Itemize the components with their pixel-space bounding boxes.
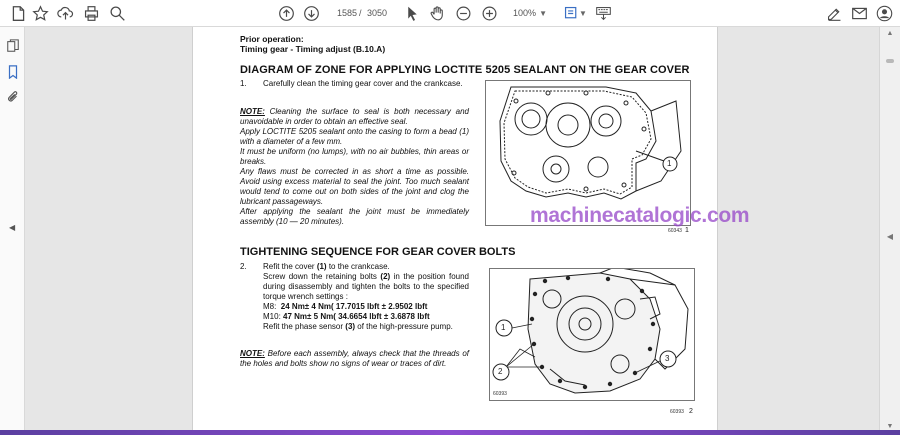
note1-line: Any flaws must be corrected in as short a time as possible. Avoid using excess material to seal the joint. Too much sealant would tend to come out on both sides of the joint and clog the lubricant passageways. (240, 167, 469, 206)
arrow-down-icon[interactable] (300, 3, 322, 24)
note2-label: NOTE: (240, 349, 265, 358)
phase-text-end: of the high-pressure pump. (355, 322, 453, 331)
hand-icon[interactable] (426, 3, 448, 24)
prior-operation-value: Timing gear - Timing adjust (B.10.A) (240, 44, 386, 54)
page-total: 3050 (367, 8, 388, 18)
scrollbar-thumb[interactable] (886, 59, 894, 63)
screw-text-end: in the position found during disassembly and tighten the bolts to the specified torque wrench settings : (263, 272, 469, 301)
left-sidebar (0, 27, 25, 435)
note1-line: After applying the sealant the joint must be immediately assembly (10 — 20 minutes). (240, 207, 469, 226)
figure2-code: 60393 (670, 409, 684, 415)
refit-ref: (1) (316, 262, 327, 271)
refit-text-end: to the crankcase. (326, 262, 390, 271)
screw-ref: (2) (380, 272, 391, 281)
phase-text: Refit the phase sensor (263, 322, 346, 331)
m10-value: 47 Nm± 5 Nm( 34.6654 lbft ± 3.6878 lbft (283, 312, 430, 321)
zoom-in-icon[interactable] (478, 3, 500, 24)
step1-text: Carefully clean the timing gear cover and the crankcase. (263, 79, 463, 88)
note1-line: Apply LOCTITE 5205 sealant onto the casing to form a bead (1) with a diameter of a few mm. (240, 127, 469, 146)
figure2-number: 2 (689, 408, 693, 415)
figure1-code: 60343 (668, 228, 682, 234)
pages-panel-icon[interactable] (3, 36, 22, 55)
account-icon[interactable] (873, 3, 895, 24)
bolt-sequence-diagram (490, 269, 694, 400)
note2-paragraph (240, 349, 469, 369)
arrow-up-icon[interactable] (275, 3, 297, 24)
step2-text (263, 262, 469, 332)
refit-text: Refit the cover (263, 262, 317, 271)
figure1-number: 1 (685, 227, 689, 234)
m10-label: M10: (263, 312, 281, 321)
step1-number: 1. (240, 79, 247, 88)
m8-label: M8: (263, 302, 277, 311)
phase-ref: (3) (345, 322, 356, 331)
callout-2: 2 (498, 367, 503, 376)
note1-paragraph (240, 107, 469, 227)
section2-heading: TIGHTENING SEQUENCE FOR GEAR COVER BOLTS (240, 246, 516, 258)
zoom-out-icon[interactable] (452, 3, 474, 24)
chevron-down-icon: ▼ (539, 8, 547, 18)
fit-chevron-icon[interactable]: ▼ (579, 9, 587, 18)
figure-gear-cover-bolts (489, 268, 695, 401)
select-cursor-icon[interactable] (401, 3, 423, 24)
note1-line: It must be uniform (no lumps), with no air bubbles, thin areas or breaks. (240, 147, 469, 166)
toolbar (0, 0, 900, 27)
upload-icon[interactable] (54, 3, 76, 24)
expand-right-icon[interactable]: ◀ (886, 232, 894, 241)
prior-operation-label: Prior operation: (240, 34, 304, 44)
sign-icon[interactable] (823, 3, 845, 24)
section1-heading: DIAGRAM OF ZONE FOR APPLYING LOCTITE 5205 SEALANT ON THE GEAR COVER (240, 64, 690, 76)
zoom-search-icon[interactable] (106, 3, 128, 24)
screw-text: Screw down the retaining bolts (263, 272, 381, 281)
keyboard-icon[interactable] (592, 3, 614, 24)
note1-label: NOTE: (240, 107, 265, 116)
note2-text: Before each assembly, always check that the threads of the holes and bolts show no signs of wear or traces of dirt. (240, 349, 469, 368)
bottom-accent-bar (0, 430, 900, 435)
scroll-down-icon[interactable]: ▼ (886, 423, 894, 430)
callout-1: 1 (667, 159, 672, 168)
figure2-inner-code: 60393 (493, 391, 507, 397)
m8-value: 24 Nm± 4 Nm( 17.7015 lbft ± 2.9502 lbft (280, 302, 428, 311)
open-file-icon[interactable] (7, 3, 29, 24)
star-icon[interactable] (29, 3, 51, 24)
page-separator: / (359, 8, 362, 18)
collapse-left-icon[interactable]: ◀ (9, 223, 16, 232)
email-icon[interactable] (848, 3, 870, 24)
step2-number: 2. (240, 262, 247, 271)
document-page (192, 27, 750, 430)
callout-1: 1 (501, 323, 506, 332)
print-icon[interactable] (80, 3, 102, 24)
watermark: machinecatalogic.com (530, 204, 750, 227)
attachment-icon[interactable] (3, 87, 22, 106)
page-number-input[interactable]: 1585 (336, 8, 357, 18)
bookmark-icon[interactable] (3, 62, 22, 81)
right-scroll-strip (879, 27, 900, 435)
callout-3: 3 (665, 354, 670, 363)
zoom-value: 100% (513, 8, 537, 18)
scroll-up-icon[interactable]: ▲ (886, 30, 894, 37)
note1-line: Cleaning the surface to seal is both necessary and unavoidable in order to obtain an effective seal. (240, 107, 469, 126)
zoom-select[interactable] (505, 4, 549, 22)
